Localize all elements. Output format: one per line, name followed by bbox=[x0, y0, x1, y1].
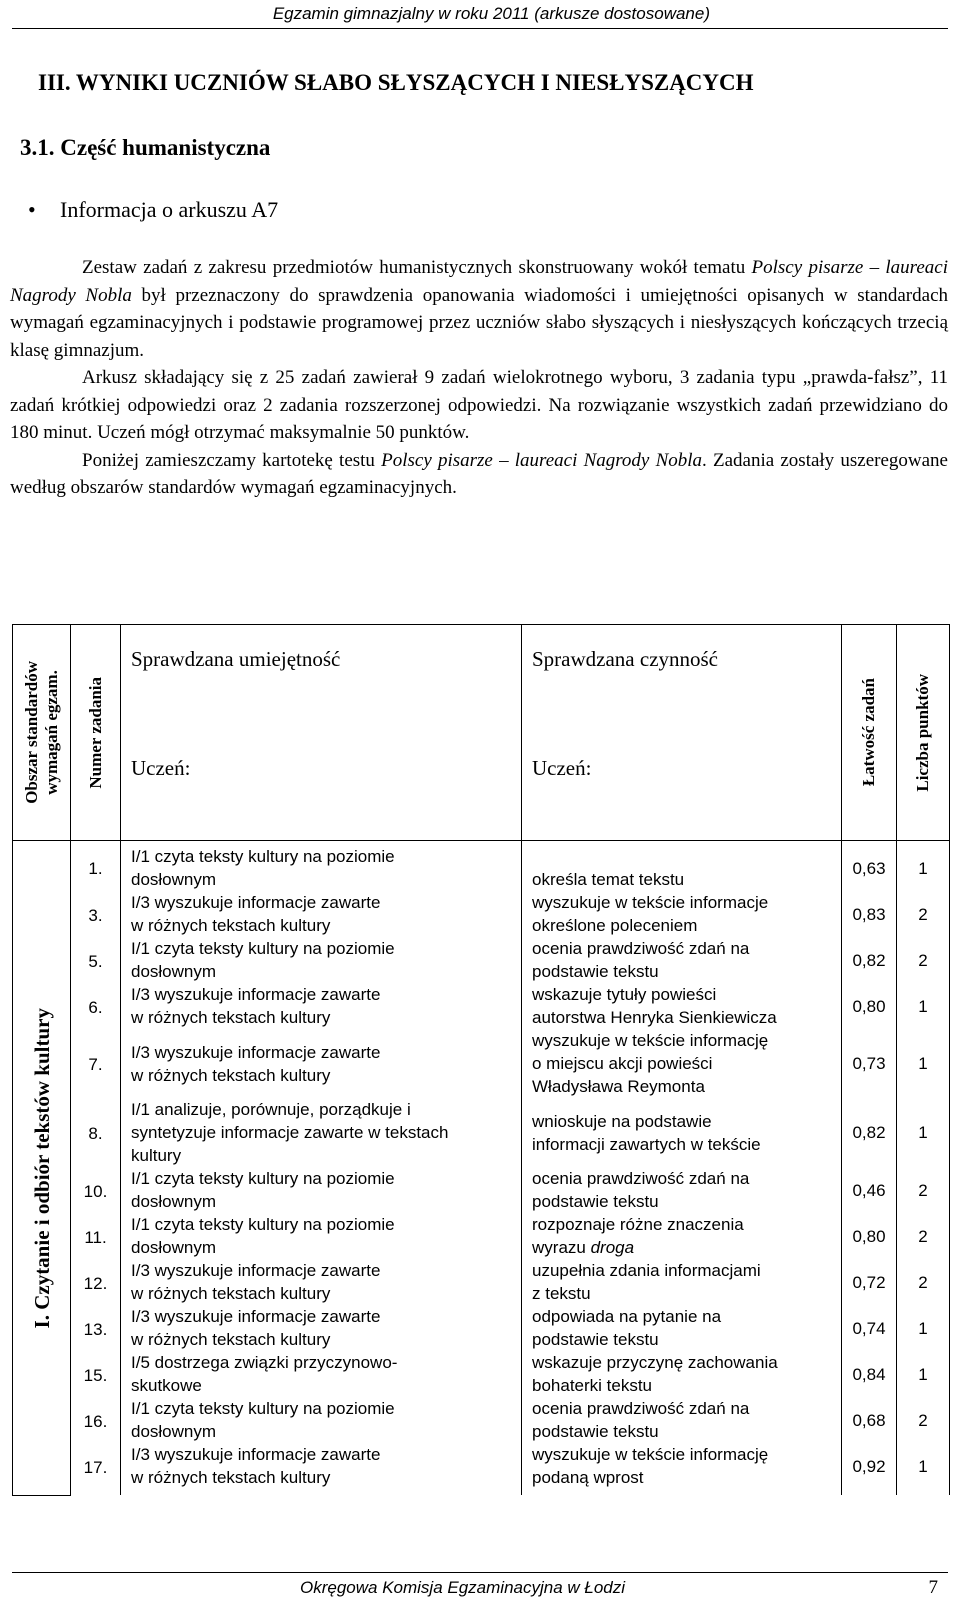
points-cell: 2 bbox=[897, 1213, 950, 1259]
difficulty-cell: 0,68 bbox=[842, 1397, 897, 1443]
skill-line: w różnych tekstach kultury bbox=[131, 916, 331, 935]
task-number: 10. bbox=[71, 1167, 121, 1213]
difficulty-cell: 0,84 bbox=[842, 1351, 897, 1397]
running-header: Egzamin gimnazjalny w roku 2011 (arkusze dostosowane) bbox=[272, 4, 710, 23]
intro-text bbox=[10, 254, 948, 502]
table-row bbox=[13, 891, 950, 937]
chapter-title: III. WYNIKI UCZNIÓW SŁABO SŁYSZĄCYCH I NIESŁYSZĄCYCH bbox=[38, 70, 754, 95]
difficulty-cell: 0,72 bbox=[842, 1259, 897, 1305]
activity-cell bbox=[522, 891, 842, 937]
points-cell: 2 bbox=[897, 1397, 950, 1443]
header-activity-title: Sprawdzana czynność bbox=[532, 647, 719, 671]
activity-cell bbox=[522, 1167, 842, 1213]
activity-line: wyszukuje w tekście informacje bbox=[532, 893, 769, 912]
header-rule bbox=[12, 28, 948, 29]
activity-line: wyrazu bbox=[532, 1238, 591, 1257]
difficulty-cell: 0,82 bbox=[842, 937, 897, 983]
area-label: I. Czytanie i odbiór tekstów kultury bbox=[29, 1007, 54, 1328]
activity-cell bbox=[522, 1397, 842, 1443]
task-number: 1. bbox=[71, 841, 121, 892]
header-area-line1: Obszar standardów bbox=[21, 661, 41, 804]
activity-line: podstawie tekstu bbox=[532, 962, 659, 981]
skill-cell bbox=[121, 983, 522, 1029]
activity-line: wskazuje tytuły powieści bbox=[532, 985, 717, 1004]
difficulty-cell: 0,83 bbox=[842, 891, 897, 937]
task-number: 13. bbox=[71, 1305, 121, 1351]
points-cell: 2 bbox=[897, 1167, 950, 1213]
intro-p3-start: Poniżej zamieszczamy kartotekę testu bbox=[82, 449, 382, 471]
skill-line: w różnych tekstach kultury bbox=[131, 1284, 331, 1303]
task-number: 5. bbox=[71, 937, 121, 983]
points-cell: 1 bbox=[897, 1098, 950, 1167]
skill-line: dosłownym bbox=[131, 962, 217, 981]
task-number: 7. bbox=[71, 1029, 121, 1098]
skill-cell bbox=[121, 1443, 522, 1495]
header-activity-sub: Uczeń: bbox=[532, 756, 592, 780]
skill-cell bbox=[121, 1213, 522, 1259]
task-number: 12. bbox=[71, 1259, 121, 1305]
task-number: 15. bbox=[71, 1351, 121, 1397]
task-number: 16. bbox=[71, 1397, 121, 1443]
activity-italic-word: droga bbox=[590, 1238, 635, 1257]
header-points: Liczba punktów bbox=[897, 625, 950, 841]
table-row bbox=[13, 1443, 950, 1495]
table-body bbox=[13, 841, 950, 1496]
skill-line: dosłownym bbox=[131, 1238, 217, 1257]
skill-line: I/3 wyszukuje informacje zawarte bbox=[131, 985, 381, 1004]
skill-line: kultury bbox=[131, 1146, 182, 1165]
skill-cell bbox=[121, 1397, 522, 1443]
points-cell: 1 bbox=[897, 1305, 950, 1351]
header-skill-sub: Uczeń: bbox=[131, 756, 191, 780]
header-activity bbox=[522, 625, 842, 841]
points-cell: 1 bbox=[897, 983, 950, 1029]
table-row bbox=[13, 1029, 950, 1098]
table-row bbox=[13, 937, 950, 983]
skill-cell bbox=[121, 841, 522, 892]
activity-line: określa temat tekstu bbox=[532, 870, 685, 889]
points-cell: 1 bbox=[897, 841, 950, 892]
skill-line: I/1 czyta teksty kultury na poziomie bbox=[131, 939, 395, 958]
activity-line: wskazuje przyczynę zachowania bbox=[532, 1353, 778, 1372]
activity-line: rozpoznaje różne znaczenia bbox=[532, 1215, 744, 1234]
skill-line: w różnych tekstach kultury bbox=[131, 1065, 331, 1085]
skill-line: I/1 czyta teksty kultury na poziomie bbox=[131, 1399, 395, 1418]
test-title-italic: Polscy pisarze – laureaci Nagrody Nobla bbox=[10, 257, 948, 306]
skill-line: I/5 dostrzega związki przyczynowo- bbox=[131, 1353, 398, 1372]
activity-line: wyszukuje w tekście informację bbox=[532, 1031, 769, 1050]
activity-cell bbox=[522, 1029, 842, 1098]
table-row bbox=[13, 1167, 950, 1213]
activity-line: ocenia prawdziwość zdań na bbox=[532, 939, 750, 958]
table-row bbox=[13, 983, 950, 1029]
skill-cell bbox=[121, 1098, 522, 1167]
activity-line: ocenia prawdziwość zdań na bbox=[532, 1169, 750, 1188]
section-title: 3.1. Część humanistyczna bbox=[20, 135, 271, 160]
footer-rule bbox=[12, 1572, 948, 1573]
table-row bbox=[13, 1351, 950, 1397]
skill-line: I/1 czyta teksty kultury na poziomie bbox=[131, 1169, 395, 1188]
activity-cell bbox=[522, 841, 842, 892]
header-area bbox=[13, 625, 71, 841]
intro-p1-start: Zestaw zadań z zakresu przedmiotów humanistycznych skonstruowany wokół tematu bbox=[82, 257, 752, 278]
task-number: 17. bbox=[71, 1443, 121, 1495]
header-skill-title: Sprawdzana umiejętność bbox=[131, 647, 341, 671]
area-cell bbox=[13, 841, 71, 1496]
table-row bbox=[13, 1259, 950, 1305]
activity-cell bbox=[522, 1213, 842, 1259]
difficulty-cell: 0,92 bbox=[842, 1443, 897, 1495]
skill-cell bbox=[121, 1259, 522, 1305]
task-number: 3. bbox=[71, 891, 121, 937]
difficulty-cell: 0,82 bbox=[842, 1098, 897, 1167]
table-row bbox=[13, 1397, 950, 1443]
header-area-line2: wymagań egzam. bbox=[41, 670, 61, 795]
intro-paragraph-1 bbox=[10, 254, 948, 364]
difficulty-cell: 0,63 bbox=[842, 841, 897, 892]
bullet-icon: • bbox=[28, 197, 36, 222]
header-difficulty: Łatwość zadań bbox=[842, 625, 897, 841]
intro-p3-end: . Zadania zostały uszeregowane według obszarów standardów wymagań egzaminacyjnych. bbox=[10, 449, 948, 498]
skill-line: dosłownym bbox=[131, 1192, 217, 1211]
skill-line: w różnych tekstach kultury bbox=[131, 1468, 331, 1487]
activity-line: wnioskuje na podstawie bbox=[532, 1111, 712, 1131]
activity-line: Władysława Reymonta bbox=[532, 1077, 705, 1096]
skill-cell bbox=[121, 1305, 522, 1351]
activity-line: uzupełnia zdania informacjami bbox=[532, 1261, 761, 1280]
table-row bbox=[13, 1305, 950, 1351]
table-row bbox=[13, 1098, 950, 1167]
skill-line: w różnych tekstach kultury bbox=[131, 1008, 331, 1027]
intro-paragraph-2: Arkusz składający się z 25 zadań zawierał 9 zadań wielokrotnego wyboru, 3 zadania typu „prawda-fałsz”, 11 zadań krótkiej odpowiedzi oraz 2 zadania rozszerzonej odpowiedzi. Na rozwiązanie wszystkich zadań przewidziano do 180 minut. Uczeń mógł otrzymać maksymalnie 50 punktów. bbox=[10, 367, 948, 443]
skill-cell bbox=[121, 937, 522, 983]
points-cell: 2 bbox=[897, 891, 950, 937]
activity-line: z tekstu bbox=[532, 1284, 591, 1303]
points-cell: 1 bbox=[897, 1029, 950, 1098]
task-number: 11. bbox=[71, 1213, 121, 1259]
activity-line: ocenia prawdziwość zdań na bbox=[532, 1399, 750, 1418]
activity-cell bbox=[522, 1098, 842, 1167]
task-number: 6. bbox=[71, 983, 121, 1029]
activity-line: podaną wprost bbox=[532, 1468, 644, 1487]
skill-line: I/3 wyszukuje informacje zawarte bbox=[131, 1445, 381, 1464]
intro-paragraph-3 bbox=[10, 447, 948, 502]
activity-cell bbox=[522, 983, 842, 1029]
activity-cell bbox=[522, 1305, 842, 1351]
activity-line: autorstwa Henryka Sienkiewicza bbox=[532, 1008, 777, 1027]
skill-line: skutkowe bbox=[131, 1376, 202, 1395]
skill-cell bbox=[121, 1167, 522, 1213]
activity-line: podstawie tekstu bbox=[532, 1422, 659, 1441]
skill-line: dosłownym bbox=[131, 1422, 217, 1441]
skill-line: I/3 wyszukuje informacje zawarte bbox=[131, 1042, 381, 1062]
test-blueprint-table bbox=[12, 624, 950, 1496]
skill-line: I/3 wyszukuje informacje zawarte bbox=[131, 1261, 381, 1280]
activity-line: bohaterki tekstu bbox=[532, 1376, 653, 1395]
difficulty-cell: 0,73 bbox=[842, 1029, 897, 1098]
points-cell: 2 bbox=[897, 937, 950, 983]
page-number: 7 bbox=[928, 1577, 938, 1598]
test-title-italic: Polscy pisarze – laureaci Nagrody Nobla bbox=[381, 449, 703, 471]
points-cell: 1 bbox=[897, 1351, 950, 1397]
activity-line: o miejscu akcji powieści bbox=[532, 1054, 713, 1073]
difficulty-cell: 0,74 bbox=[842, 1305, 897, 1351]
difficulty-cell: 0,80 bbox=[842, 983, 897, 1029]
activity-line: wyszukuje w tekście informację bbox=[532, 1445, 769, 1464]
skill-line: I/3 wyszukuje informacje zawarte bbox=[131, 893, 381, 912]
footer-organization: Okręgowa Komisja Egzaminacyjna w Łodzi bbox=[300, 1578, 626, 1597]
activity-line: określone poleceniem bbox=[532, 916, 698, 935]
skill-line: I/1 czyta teksty kultury na poziomie bbox=[131, 1215, 395, 1234]
activity-line: informacji zawartych w tekście bbox=[532, 1134, 761, 1154]
activity-cell bbox=[522, 1259, 842, 1305]
activity-cell bbox=[522, 1351, 842, 1397]
skill-line: I/1 czyta teksty kultury na poziomie bbox=[131, 847, 395, 866]
activity-cell bbox=[522, 937, 842, 983]
difficulty-cell: 0,80 bbox=[842, 1213, 897, 1259]
skill-line: w różnych tekstach kultury bbox=[131, 1330, 331, 1349]
header-task-number: Numer zadania bbox=[71, 625, 121, 841]
skill-cell bbox=[121, 1029, 522, 1098]
points-cell: 2 bbox=[897, 1259, 950, 1305]
skill-cell bbox=[121, 1351, 522, 1397]
skill-line: dosłownym bbox=[131, 870, 217, 889]
difficulty-cell: 0,46 bbox=[842, 1167, 897, 1213]
header-skill bbox=[121, 625, 522, 841]
intro-p1-end: był przeznaczony do sprawdzenia opanowania wiadomości i umiejętności opisanych w standardach wymagań egzaminacyjnych i podstawie programowej przez uczniów słabo słyszących i niesłyszących kończących trzecią klasę gimnazjum. bbox=[10, 284, 949, 361]
task-number: 8. bbox=[71, 1098, 121, 1167]
activity-line: podstawie tekstu bbox=[532, 1192, 659, 1211]
table-header-row bbox=[13, 625, 950, 841]
skill-line: I/3 wyszukuje informacje zawarte bbox=[131, 1307, 381, 1326]
activity-cell bbox=[522, 1443, 842, 1495]
table-row bbox=[13, 841, 950, 892]
activity-line: odpowiada na pytanie na bbox=[532, 1307, 722, 1326]
activity-line: podstawie tekstu bbox=[532, 1330, 659, 1349]
bullet-title: Informacja o arkuszu A7 bbox=[60, 197, 279, 222]
points-cell: 1 bbox=[897, 1443, 950, 1495]
table-row bbox=[13, 1213, 950, 1259]
skill-line: syntetyzuje informacje zawarte w tekstach bbox=[131, 1123, 449, 1142]
skill-cell bbox=[121, 891, 522, 937]
skill-line: I/1 analizuje, porównuje, porządkuje i bbox=[131, 1100, 411, 1119]
